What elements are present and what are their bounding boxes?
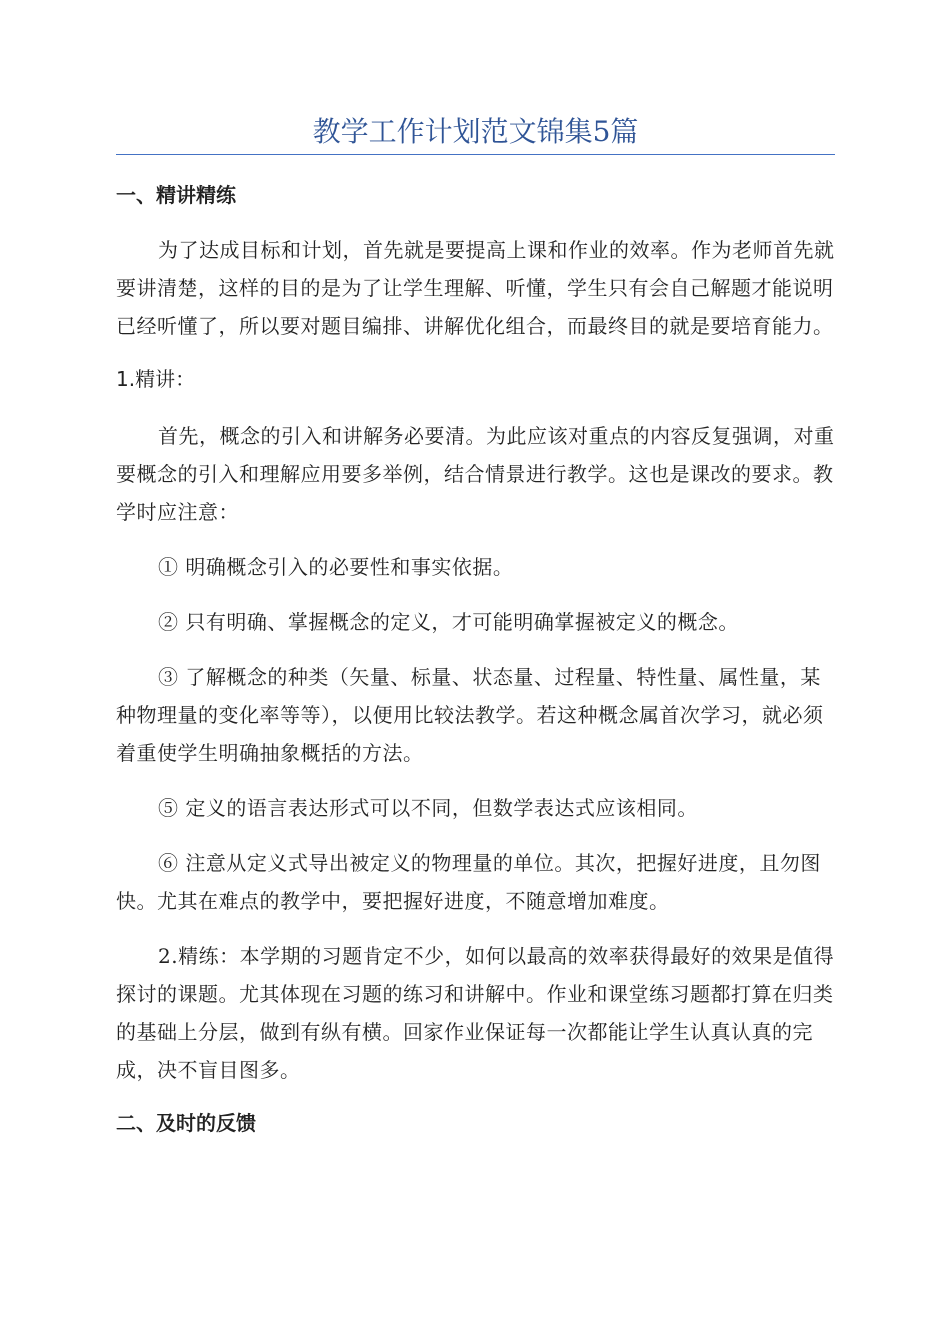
list-item-2: ② 只有明确、掌握概念的定义，才可能明确掌握被定义的概念。 xyxy=(158,610,739,634)
section-heading-1: 一、精讲精练 xyxy=(116,183,236,207)
paragraph-intro: 为了达成目标和计划，首先就是要提高上课和作业的效率。作为老师首先就要讲清楚，这样的目的是为了让学生理解、听懂，学生只有会自己解题才能说明已经听懂了，所以要对题目编排、讲解优化组合，而最终目的就是要培育能力。 xyxy=(116,238,835,338)
paragraph-jinglian: 2.精练：本学期的习题肯定不少，如何以最高的效率获得最好的效果是值得探讨的课题。尤其体现在习题的练习和讲解中。作业和课堂练习题都打算在归类的基础上分层，做到有纵有横。回家作业保证每一次都能让学生认真认真的完成，决不盲目图多。 xyxy=(116,944,835,1082)
list-item-1: ① 明确概念引入的必要性和事实依据。 xyxy=(158,555,514,579)
title-underline xyxy=(116,154,835,155)
subheading-jingjiang: 1.精讲： xyxy=(116,367,196,391)
document-title: 教学工作计划范文锦集5篇 xyxy=(312,115,639,148)
section-heading-2: 二、及时的反馈 xyxy=(116,1111,256,1135)
list-item-3: ③ 了解概念的种类（矢量、标量、状态量、过程量、特性量、属性量，某种物理量的变化率等等），以便用比较法教学。若这种概念属首次学习，就必须着重使学生明确抽象概括的方法。 xyxy=(116,665,824,765)
paragraph-concepts: 首先，概念的引入和讲解务必要清。为此应该对重点的内容反复强调，对重要概念的引入和理解应用要多举例，结合情景进行教学。这也是课改的要求。教学时应注意： xyxy=(116,424,835,524)
list-item-6: ⑥ 注意从定义式导出被定义的物理量的单位。其次，把握好进度，且勿图快。尤其在难点的教学中，要把握好进度，不随意增加难度。 xyxy=(116,851,821,913)
list-item-5: ⑤ 定义的语言表达形式可以不同，但数学表达式应该相同。 xyxy=(158,796,698,820)
document-body xyxy=(116,178,835,1159)
